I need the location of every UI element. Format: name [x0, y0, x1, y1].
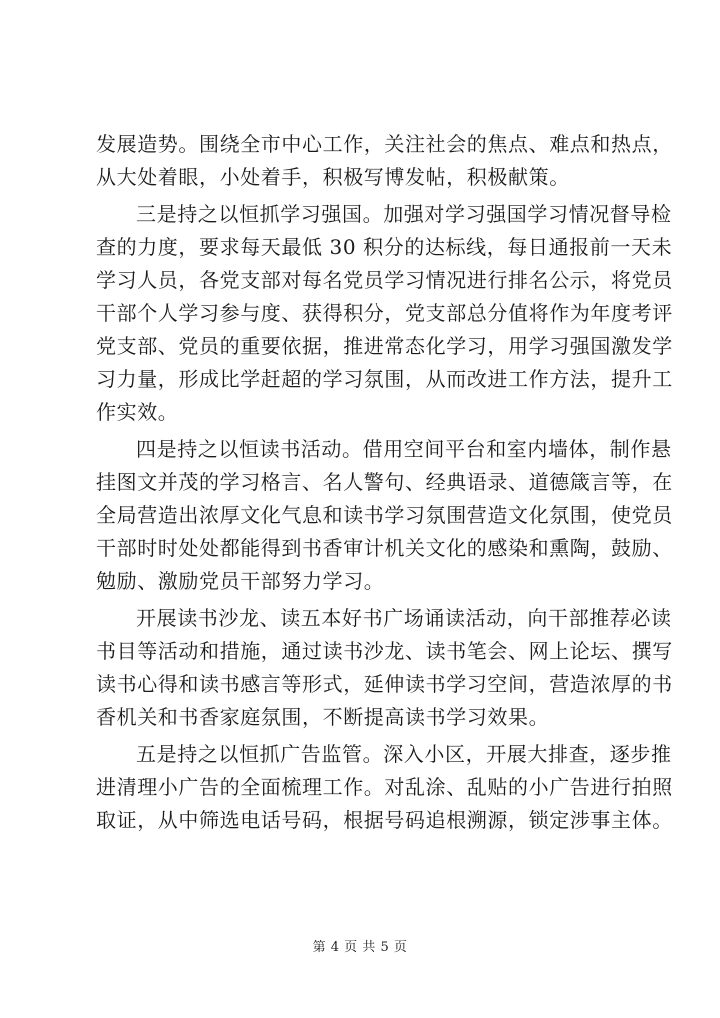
text-line: 干部时时处处都能得到书香审计机关文化的感染和熏陶，鼓励、 — [96, 536, 673, 560]
text-line: 香机关和书香家庭氛围，不断提高读书学习效果。 — [96, 705, 550, 729]
text-line: 挂图文并茂的学习格言、名人警句、经典语录、道德箴言等，在 — [96, 470, 673, 494]
paragraph-start: 三是持之以恒抓学习强国。加强对学习强国学习情况督导检 — [136, 202, 672, 226]
document-body — [96, 128, 673, 837]
text-line: 党支部、党员的重要依据，推进常态化学习，用学习强国激发学 — [96, 334, 673, 358]
paragraph-start: 开展读书沙龙、读五本好书广场诵读活动，向干部推荐必读 — [136, 606, 672, 630]
text-line: 学习人员，各党支部对每名党员学习情况进行排名公示，将党员 — [96, 268, 673, 292]
text-line: 习力量，形成比学赶超的学习氛围，从而改进工作方法，提升工 — [96, 367, 673, 391]
text-line: 全局营造出浓厚文化气息和读书学习氛围营造文化氛围，使党员 — [96, 503, 673, 527]
text-line: 取证，从中筛选电话号码，根据号码追根溯源，锁定涉事主体。 — [96, 808, 673, 832]
paragraph-start: 四是持之以恒读书活动。借用空间平台和室内墙体，制作悬 — [136, 437, 672, 461]
paragraph-start: 五是持之以恒抓广告监管。深入小区，开展大排查，逐步推 — [136, 742, 672, 766]
text-line: 勉励、激励党员干部努力学习。 — [96, 569, 385, 593]
text-line: 作实效。 — [96, 400, 179, 424]
text-line: 发展造势。围绕全市中心工作，关注社会的焦点、难点和热点， — [96, 132, 673, 156]
text-line: 进清理小广告的全面梳理工作。对乱涂、乱贴的小广告进行拍照 — [96, 775, 673, 799]
text-line: 书目等活动和措施，通过读书沙龙、读书笔会、网上论坛、撰写 — [96, 639, 673, 663]
text-line: 查的力度，要求每天最低 30 积分的达标线，每日通报前一天未 — [96, 235, 673, 259]
text-line: 从大处着眼，小处着手，积极写博发帖，积极献策。 — [96, 165, 570, 189]
text-line: 干部个人学习参与度、获得积分，党支部总分值将作为年度考评 — [96, 301, 673, 325]
page-number-footer: 第 4 页 共 5 页 — [312, 940, 408, 955]
text-line: 读书心得和读书感言等形式，延伸读书学习空间，营造浓厚的书 — [96, 672, 673, 696]
